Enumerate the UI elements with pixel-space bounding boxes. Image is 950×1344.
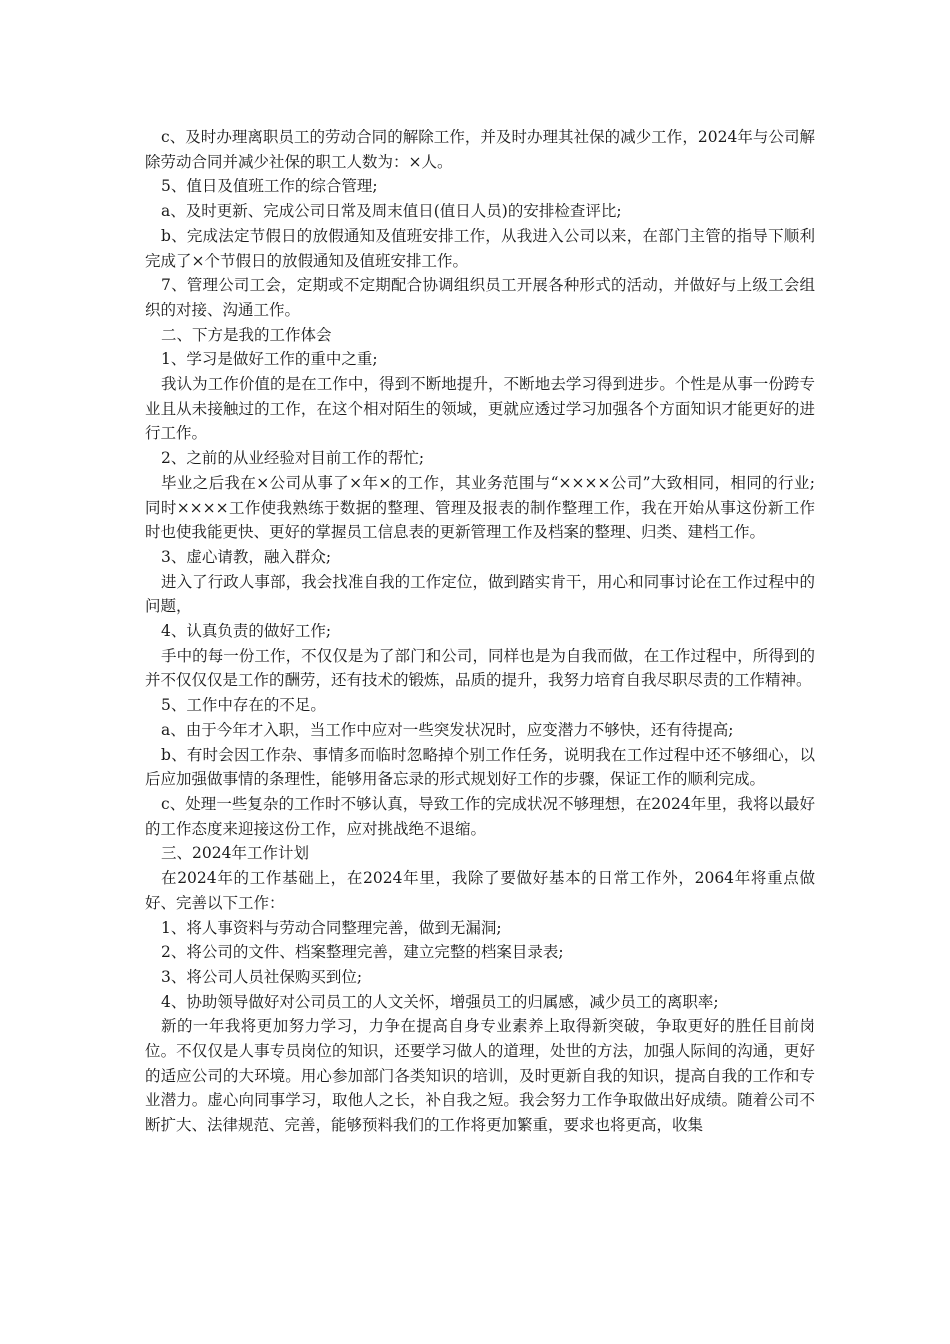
- paragraph: a、由于今年才入职，当工作中应对一些突发状况时，应变潜力不够快，还有待提高;: [161, 720, 734, 739]
- paragraph: c、及时办理离职员工的劳动合同的解除工作，并及时办理其社保的减少工作，2024年与公司解除劳动合同并减少社保的职工人数为：×人。: [145, 128, 815, 171]
- paragraph: c、处理一些复杂的工作时不够认真，导致工作的完成状况不够理想，在2024年里，我将以最好的工作态度来迎接这份工作，应对挑战绝不退缩。: [145, 794, 815, 838]
- paragraph: 3、将公司人员社保购买到位;: [161, 967, 363, 986]
- paragraph: 4、认真负责的做好工作;: [161, 622, 332, 641]
- paragraph: a、及时更新、完成公司日常及周末值日(值日人员)的安排检查评比;: [161, 202, 622, 221]
- paragraph: 新的一年我将更加努力学习，力争在提高自身专业素养上取得新突破，争取更好的胜任目前岗位。不仅仅是人事专员岗位的知识，还要学习做人的道理，处世的方法，加强人际间的沟通，更好的适应公司的大环境。用心参加部门各类知识的培训，及时更新自我的知识，提高自我的工作和专业潜力。虚心向同事学习，取他人之长，补自我之短。我会努力工作争取做出好成绩。随着公司不断扩大、法律规范、完善，能够预料我们的工作将更加繁重，要求也将更高，收集: [145, 1017, 815, 1135]
- document-page: [145, 125, 815, 1138]
- paragraph: 进入了行政人事部，我会找准自我的工作定位，做到踏实肯干，用心和同事讨论在工作过程中的问题，: [145, 572, 815, 616]
- paragraph: 毕业之后我在×公司从事了×年×的工作，其业务范围与“××××公司”大致相同，相同的行业;同时××××工作使我熟练于数据的整理、管理及报表的制作整理工作，我在开始从事这份新工作时也使我能更快、更好的掌握员工信息表的更新管理工作及档案的整理、归类、建档工作。: [145, 473, 815, 542]
- paragraph: 4、协助领导做好对公司员工的人文关怀，增强员工的归属感，减少员工的离职率;: [161, 992, 719, 1011]
- paragraph: 2、将公司的文件、档案整理完善，建立完整的档案目录表;: [161, 943, 564, 962]
- paragraph: 1、将人事资料与劳动合同整理完善，做到无漏洞;: [161, 918, 502, 937]
- paragraph: b、有时会因工作杂、事情多而临时忽略掉个别工作任务，说明我在工作过程中还不够细心，以后应加强做事情的条理性，能够用备忘录的形式规划好工作的步骤，保证工作的顺利完成。: [145, 745, 815, 789]
- paragraph: 3、虚心请教，融入群众;: [161, 547, 332, 566]
- paragraph: 7、管理公司工会，定期或不定期配合协调组织员工开展各种形式的活动，并做好与上级工会组织的对接、沟通工作。: [145, 276, 815, 319]
- paragraph: 1、学习是做好工作的重中之重;: [161, 350, 378, 369]
- paragraph: 我认为工作价值的是在工作中，得到不断地提升，不断地去学习得到进步。个性是从事一份跨专业且从未接触过的工作，在这个相对陌生的领域，更就应透过学习加强各个方面知识才能更好的进行工作。: [145, 375, 815, 443]
- paragraph: 5、工作中存在的不足。: [161, 696, 326, 715]
- section-heading: 二、下方是我的工作体会: [161, 325, 332, 344]
- paragraph: 在2024年的工作基础上，在2024年里，我除了要做好基本的日常工作外，2064年将重点做好、完善以下工作：: [145, 869, 815, 912]
- section-heading: 三、2024年工作计划: [161, 844, 309, 863]
- paragraph: 2、之前的从业经验对目前工作的帮忙;: [161, 449, 425, 468]
- paragraph: b、完成法定节假日的放假通知及值班安排工作，从我进入公司以来，在部门主管的指导下顺利完成了×个节假日的放假通知及值班安排工作。: [145, 226, 815, 270]
- paragraph: 5、值日及值班工作的综合管理;: [161, 177, 378, 196]
- paragraph: 手中的每一份工作，不仅仅是为了部门和公司，同样也是为自我而做，在工作过程中，所得到的并不仅仅仅是工作的酬劳，还有技术的锻炼，品质的提升，我努力培育自我尽职尽责的工作精神。: [145, 646, 815, 690]
